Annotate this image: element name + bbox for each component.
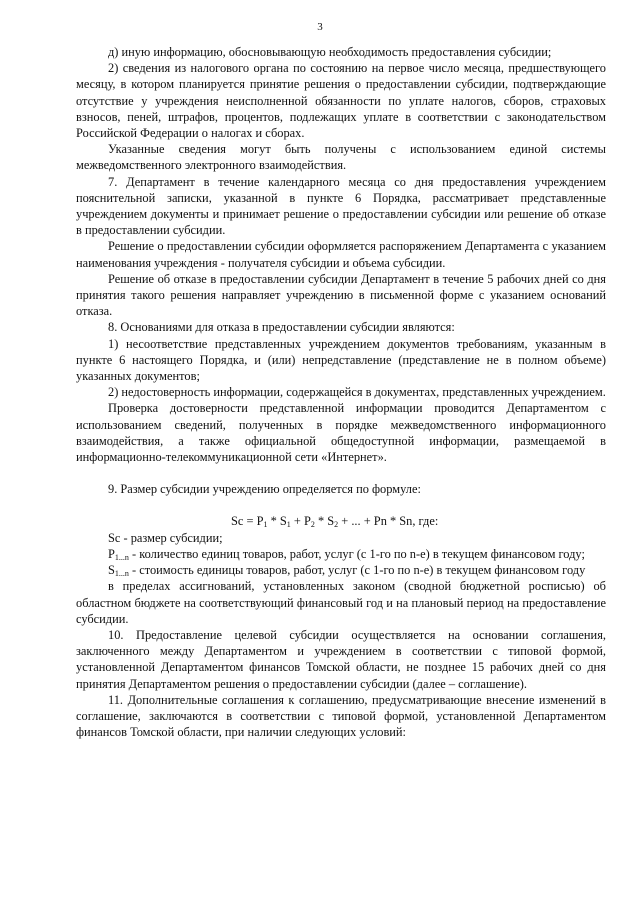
paragraph-tax-info: 2) сведения из налогового органа по состоянию на первое число месяца, предшествующего месяцу, в котором планируется принятие решения о предоставлении субсидии, подтверждающие отсутствие у учреждения неисполненной обязанности по уплате налогов, сборов, страховых взносов, пеней, штрафов, процентов, подлежащих уплате в соответствии с законодательством Российской Федерации о налогах и сборах. — [76, 61, 606, 141]
subsidy-formula: $Sc = P_1 * S_1 + P_2 * S_2$ + ... + Pn * Sn, где: — [231, 514, 439, 530]
paragraph-budget-limits: в пределах ассигнований, установленных законом (сводной бюджетной росписью) об областном бюджете на соответствующий финансовый год и на плановый период на предоставление субсидии. — [76, 579, 606, 626]
paragraph-clause-11: 11. Дополнительные соглашения к соглашению, предусматривающие внесение изменений в соглашение, заключаются в соответствии с типовой формой, установленной Департаментом финансов Томской области, при наличии следующих условий: — [76, 692, 606, 740]
paragraph-clause-10: 10. Предоставление целевой субсидии осуществляется на основании соглашения, заключенного между Департаментом и учреждением в соответствии с типовой формой, установленной Департаментом финансов Томской области, не позднее 15 рабочих дней со дня принятия Департаментом решения о предоставлении субсидии (далее – соглашение). — [76, 627, 606, 691]
paragraph-sc-definition: Sc - размер субсидии; — [108, 530, 223, 545]
paragraph-clause-8: 8. Основаниями для отказа в предоставлении субсидии являются: — [108, 320, 455, 335]
paragraph-p-definition: $P_{1...n}$ - количество единиц товаров, работ, услуг (с 1-го по n-е) в текущем финансовом году; — [108, 546, 585, 562]
document-body — [76, 44, 606, 740]
paragraph-s-definition: $S_{1...n}$ - стоимость единицы товаров, работ, услуг (с 1-го по n-е) в текущем финансовом году — [108, 563, 586, 579]
paragraph-refusal-ground-1: 1) несоответствие представленных учреждением документов требованиям, указанным в пункте 6 настоящего Порядка, и (или) непредставление (представление не в полном объеме) указанных документов; — [76, 336, 606, 384]
paragraph-clause-7: 7. Департамент в течение календарного месяца со дня предоставления учреждением пояснительной записки, указанной в пункте 6 Порядка, рассматривает представленные учреждением документы и принимает решение о предоставлении субсидии или решение об отказе в предоставлении субсидии. — [76, 174, 606, 238]
page-number: 3 — [317, 21, 323, 33]
paragraph-decision-grant: Решение о предоставлении субсидии оформляется распоряжением Департамента с указанием наименования учреждения - получателя субсидии и объема субсидии. — [76, 239, 606, 270]
paragraph-decision-refusal: Решение об отказе в предоставлении субсидии Департамент в течение 5 рабочих дней со дня принятия такого решения направляет учреждению в письменной форме с указанием оснований отказа. — [76, 271, 606, 319]
paragraph-other-info: д) иную информацию, обосновывающую необходимость предоставления субсидии; — [108, 45, 552, 59]
paragraph-refusal-ground-2: 2) недостоверность информации, содержащейся в документах, представленных учреждением. — [108, 385, 606, 400]
paragraph-interagency: Указанные сведения могут быть получены с использованием единой системы межведомственного электронного взаимодействия. — [76, 142, 606, 173]
paragraph-clause-9: 9. Размер субсидии учреждению определяется по формуле: — [108, 482, 421, 497]
paragraph-verification: Проверка достоверности представленной информации проводится Департаментом с использованием сведений, полученных в порядке межведомственного информационного взаимодействия, а также официальной общедоступной информации, размещаемой в информационно-телекоммуникационной сети «Интернет». — [76, 401, 606, 465]
